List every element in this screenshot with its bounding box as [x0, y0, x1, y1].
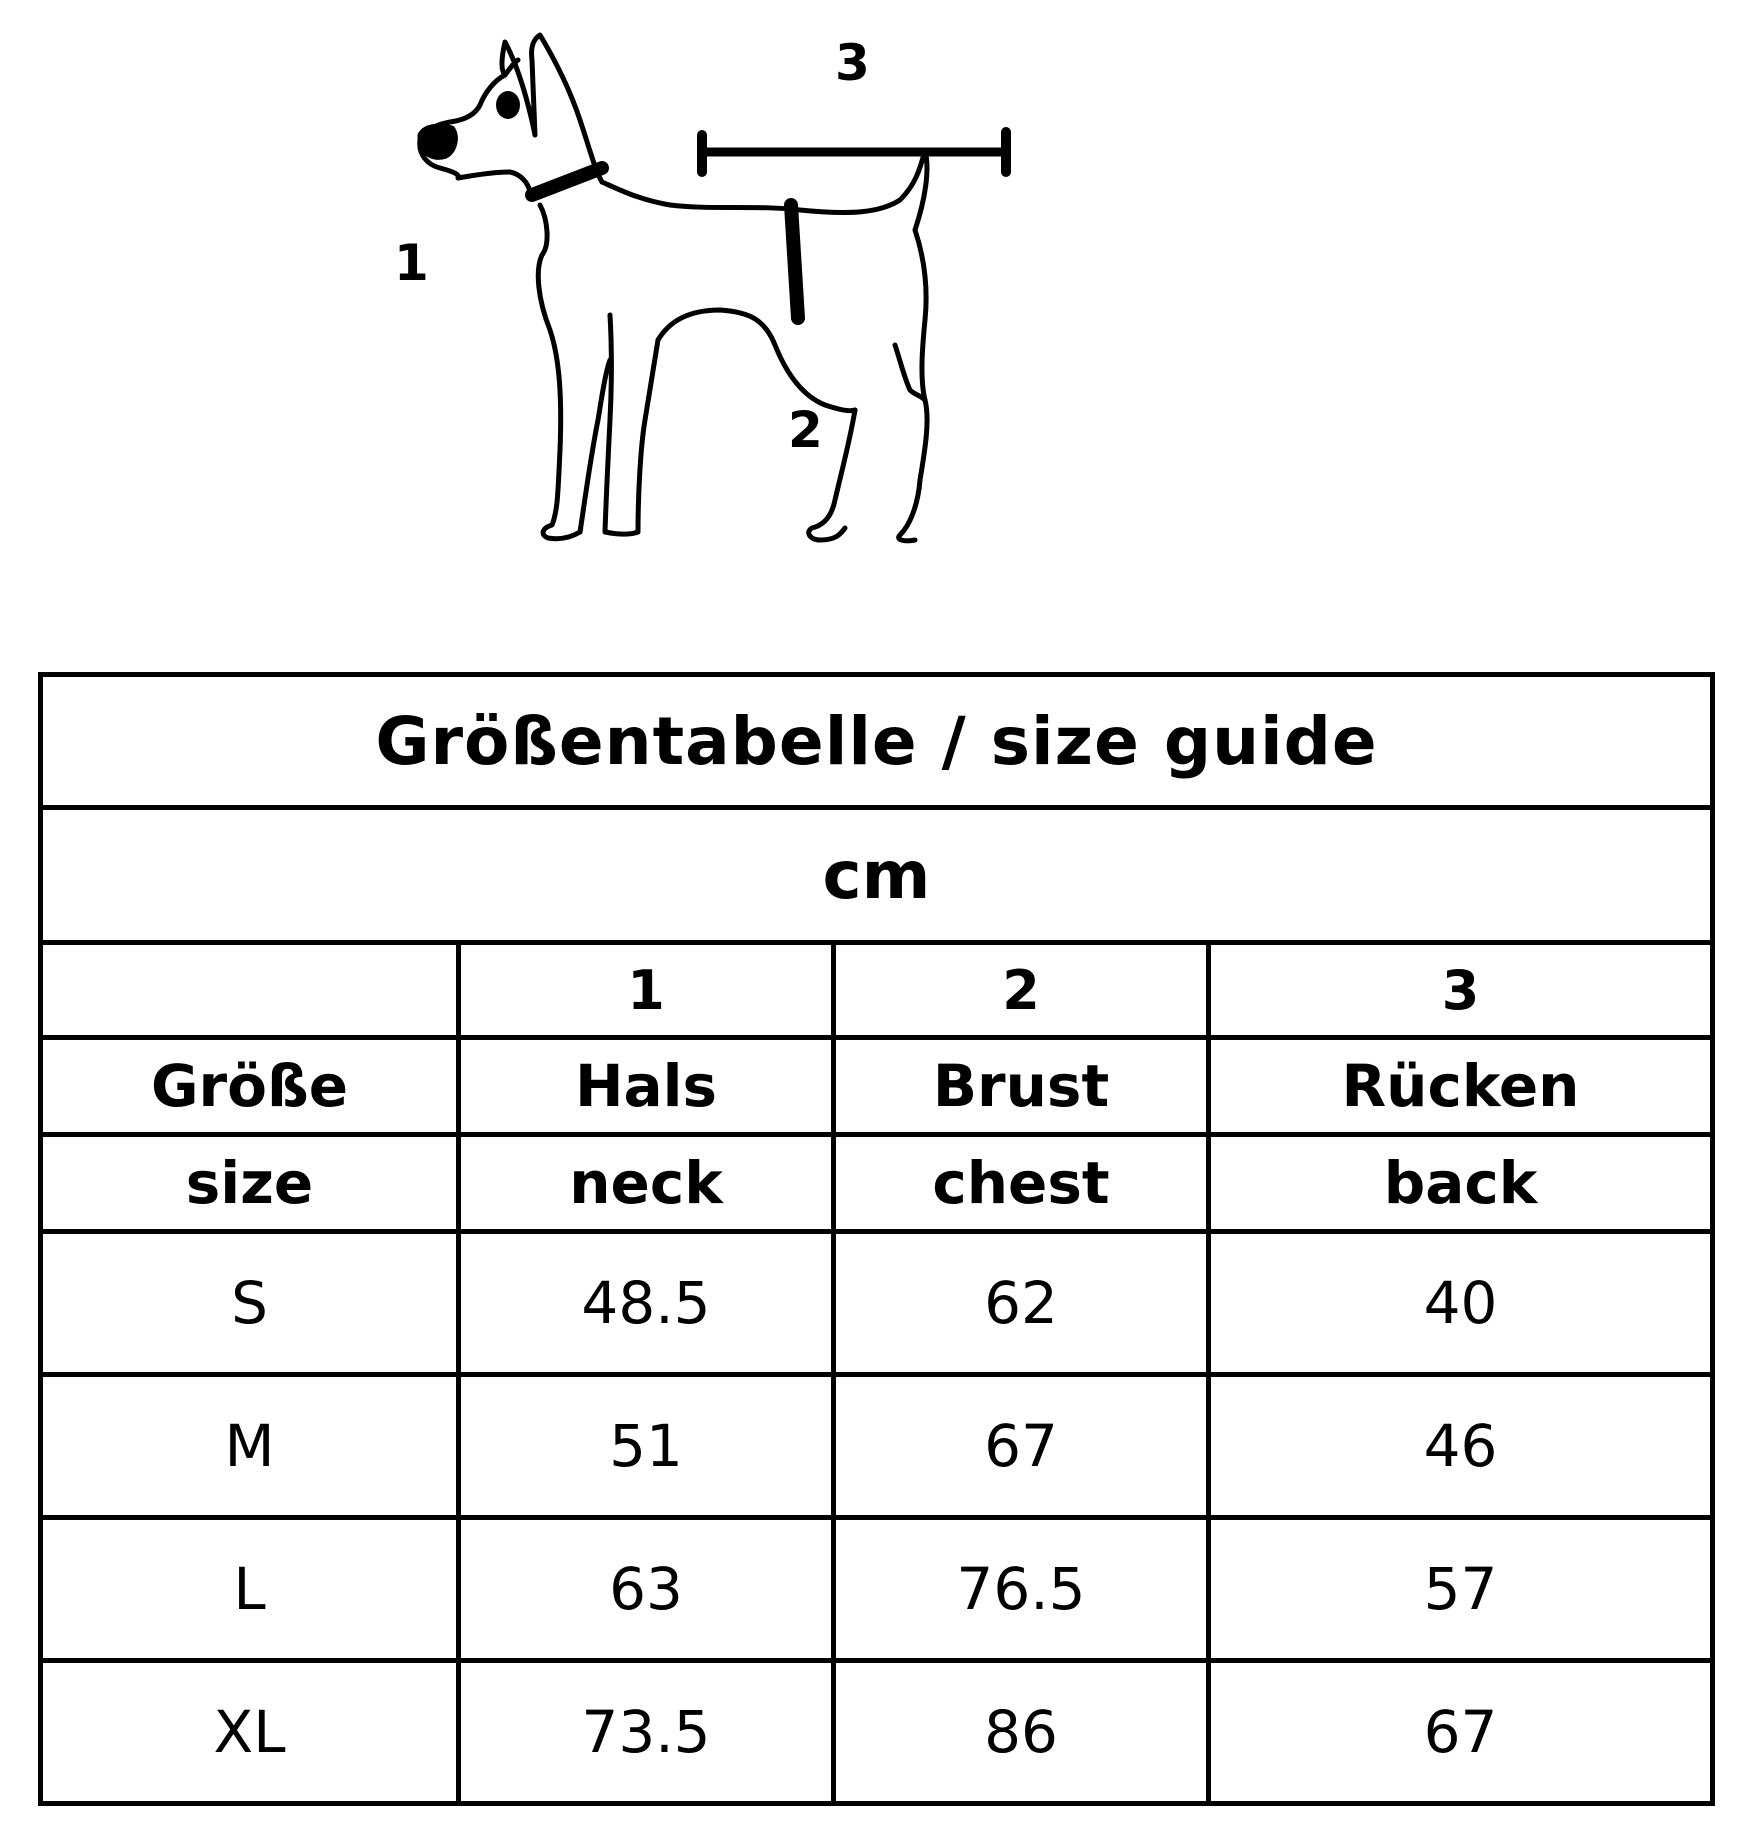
- back-cell: 40: [1209, 1232, 1713, 1375]
- table-row: [41, 1375, 1713, 1518]
- neck-cell: 48.5: [459, 1232, 834, 1375]
- size-cell: S: [41, 1232, 459, 1375]
- size-cell: M: [41, 1375, 459, 1518]
- table-row: [41, 1518, 1713, 1661]
- neck-cell: 63: [459, 1518, 834, 1661]
- neck-cell: 51: [459, 1375, 834, 1518]
- chest-cell: 67: [834, 1375, 1209, 1518]
- column-header: Größe: [41, 1038, 459, 1135]
- neck-cell: 73.5: [459, 1661, 834, 1804]
- table-row: [41, 1232, 1713, 1375]
- number-header-cell: 2: [834, 943, 1209, 1038]
- dog-outline-icon: [380, 0, 1280, 640]
- unit-row: [41, 808, 1713, 943]
- size-cell: XL: [41, 1661, 459, 1804]
- number-header-cell: 1: [459, 943, 834, 1038]
- title-row: [41, 675, 1713, 808]
- column-header: Brust: [834, 1038, 1209, 1135]
- neck-measure-label: 1: [394, 234, 429, 292]
- column-header: back: [1209, 1135, 1713, 1232]
- table-row: [41, 1661, 1713, 1804]
- column-header: size: [41, 1135, 459, 1232]
- column-header: chest: [834, 1135, 1209, 1232]
- chest-cell: 76.5: [834, 1518, 1209, 1661]
- measure-number-row: [41, 943, 1713, 1038]
- table-title: Größentabelle / size guide: [41, 675, 1713, 808]
- chest-cell: 62: [834, 1232, 1209, 1375]
- german-header-row: [41, 1038, 1713, 1135]
- english-header-row: [41, 1135, 1713, 1232]
- back-measure-label: 3: [835, 34, 870, 92]
- unit-label: cm: [41, 808, 1713, 943]
- column-header: neck: [459, 1135, 834, 1232]
- dog-illustration: [380, 0, 1280, 640]
- chest-measure-label: 2: [788, 401, 823, 459]
- column-header: Hals: [459, 1038, 834, 1135]
- size-cell: L: [41, 1518, 459, 1661]
- column-header: Rücken: [1209, 1038, 1713, 1135]
- chest-cell: 86: [834, 1661, 1209, 1804]
- back-cell: 57: [1209, 1518, 1713, 1661]
- back-cell: 67: [1209, 1661, 1713, 1804]
- number-header-cell: 3: [1209, 943, 1713, 1038]
- size-guide-table: [38, 672, 1715, 1806]
- back-cell: 46: [1209, 1375, 1713, 1518]
- number-header-cell: [41, 943, 459, 1038]
